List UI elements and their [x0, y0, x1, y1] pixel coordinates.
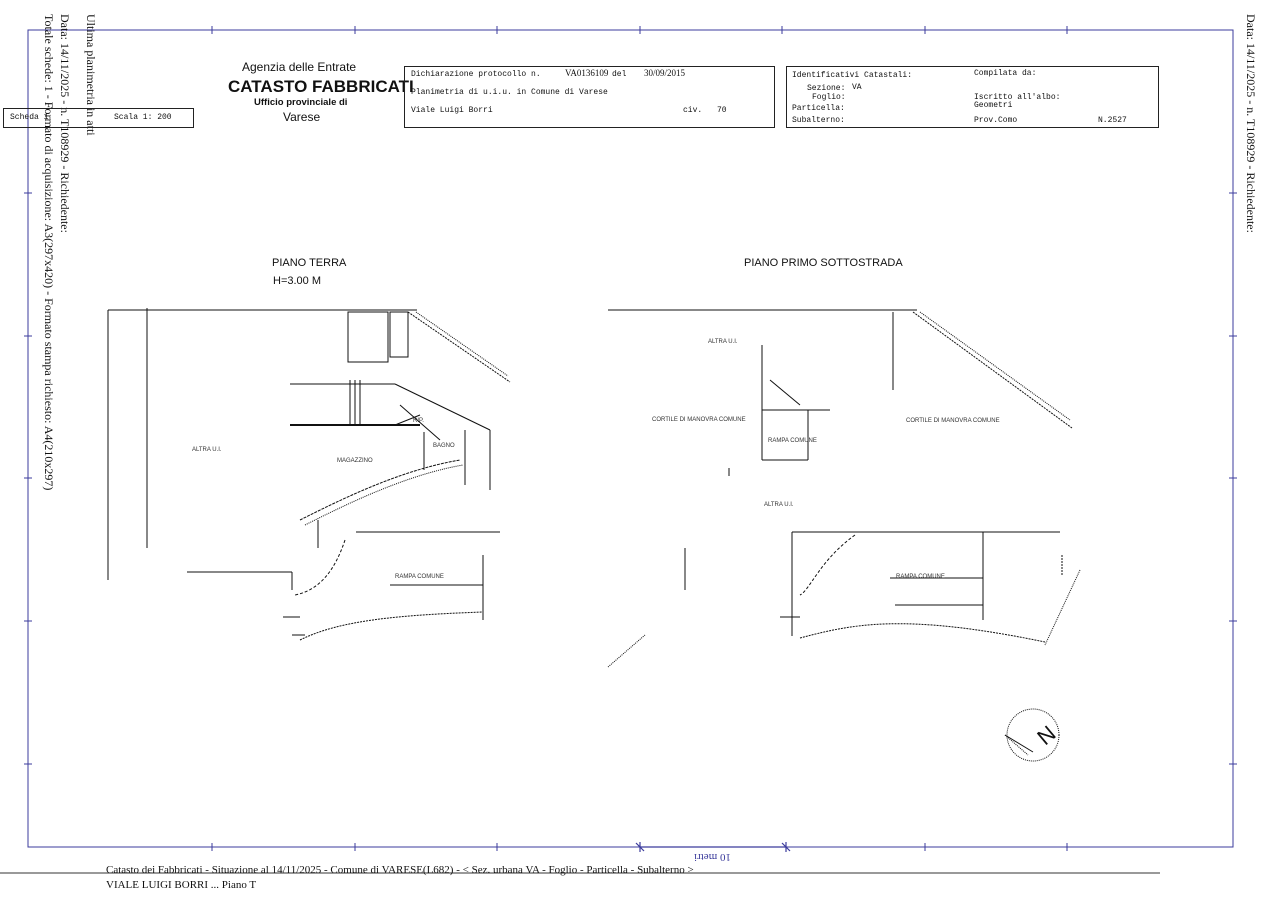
side-note-right-date: Data: 14/11/2025 - n. T108929 - Richiedente: [1244, 14, 1258, 233]
geometri-label: Geometri [974, 101, 1013, 110]
plan-height-ground: H=3.00 M [273, 275, 321, 287]
ufficio-city: Varese [283, 110, 321, 124]
side-note-format: Totale schede: 1 - Formato di acquisizione: A3(297x420) - Formato stampa richiesto: A4(210x297) [42, 14, 56, 491]
footer-line-2: VIALE LUIGI BORRI ... Piano T [106, 879, 257, 891]
subalterno-label: Subalterno: [792, 116, 845, 125]
civ-number: 70 [717, 106, 727, 115]
identificativi-label: Identificativi Catastali: [792, 71, 913, 80]
dichiarazione-label: Dichiarazione protocollo n. [411, 70, 541, 79]
room-label-magazzino: MAGAZZINO [337, 458, 373, 464]
room-label-bagno: BAGNO [433, 443, 455, 449]
scale-bar-label: 10 metri [694, 851, 731, 863]
particella-label: Particella: [792, 104, 845, 113]
room-label-cortile: CORTILE DI MANOVRA COMUNE [652, 417, 746, 423]
ufficio-label: Ufficio provinciale di [254, 97, 348, 108]
prov-label: Prov.Como [974, 116, 1018, 125]
room-label-altra-ui-left: ALTRA U.I. [192, 447, 222, 453]
plan-title-ground: PIANO TERRA [272, 257, 347, 269]
room-label-rampa-left: RAMPA COMUNE [395, 574, 444, 580]
foglio-label: Foglio: [812, 93, 846, 102]
scala-label: Scala 1: 200 [114, 113, 172, 122]
room-label-altra-ui-top: ALTRA U.I. [708, 339, 738, 345]
plan-title-basement: PIANO PRIMO SOTTOSTRADA [744, 257, 903, 269]
address: Viale Luigi Borri [411, 106, 493, 115]
agency-name: Agenzia delle Entrate [242, 60, 357, 74]
room-label-rampa-right: RAMPA COMUNE [768, 438, 817, 444]
protocollo-date: 30/09/2015 [644, 68, 686, 78]
albo-number: N.2527 [1098, 116, 1127, 125]
sezione-value: VA [852, 83, 862, 92]
room-label-rampa-low: RAMPA COMUNE [896, 574, 945, 580]
sezione-label: Sezione: [807, 84, 846, 93]
protocollo-number: VA0136109 [565, 68, 609, 78]
catasto-title: CATASTO FABBRICATI [228, 77, 414, 96]
north-arrow-icon: N [1032, 720, 1061, 750]
room-label-cortile-right: CORTILE DI MANOVRA COMUNE [906, 418, 1000, 424]
footer-line-1: Catasto dei Fabbricati - Situazione al 14/11/2025 - Comune di VARESE(L682) - < Sez. urbana VA - Foglio - Particella - Subalterno > [106, 864, 694, 876]
room-label-ripost: RIP. [413, 418, 424, 424]
planimetria-label: Planimetria di u.i.u. in Comune di Varese [411, 88, 608, 97]
civ-label: civ. [683, 106, 703, 115]
compilata-label: Compilata da: [974, 69, 1037, 78]
side-note-date: Data: 14/11/2025 - n. T108929 - Richiedente: [58, 14, 72, 233]
room-label-altra-ui-mid: ALTRA U.I. [764, 502, 794, 508]
side-note-last-plan: Ultima planimetria in atti [84, 14, 98, 136]
iscritto-label: Iscritto all'albo: [974, 93, 1061, 102]
del-label: del [612, 70, 627, 79]
scheda-label: Scheda 1 [10, 113, 49, 122]
